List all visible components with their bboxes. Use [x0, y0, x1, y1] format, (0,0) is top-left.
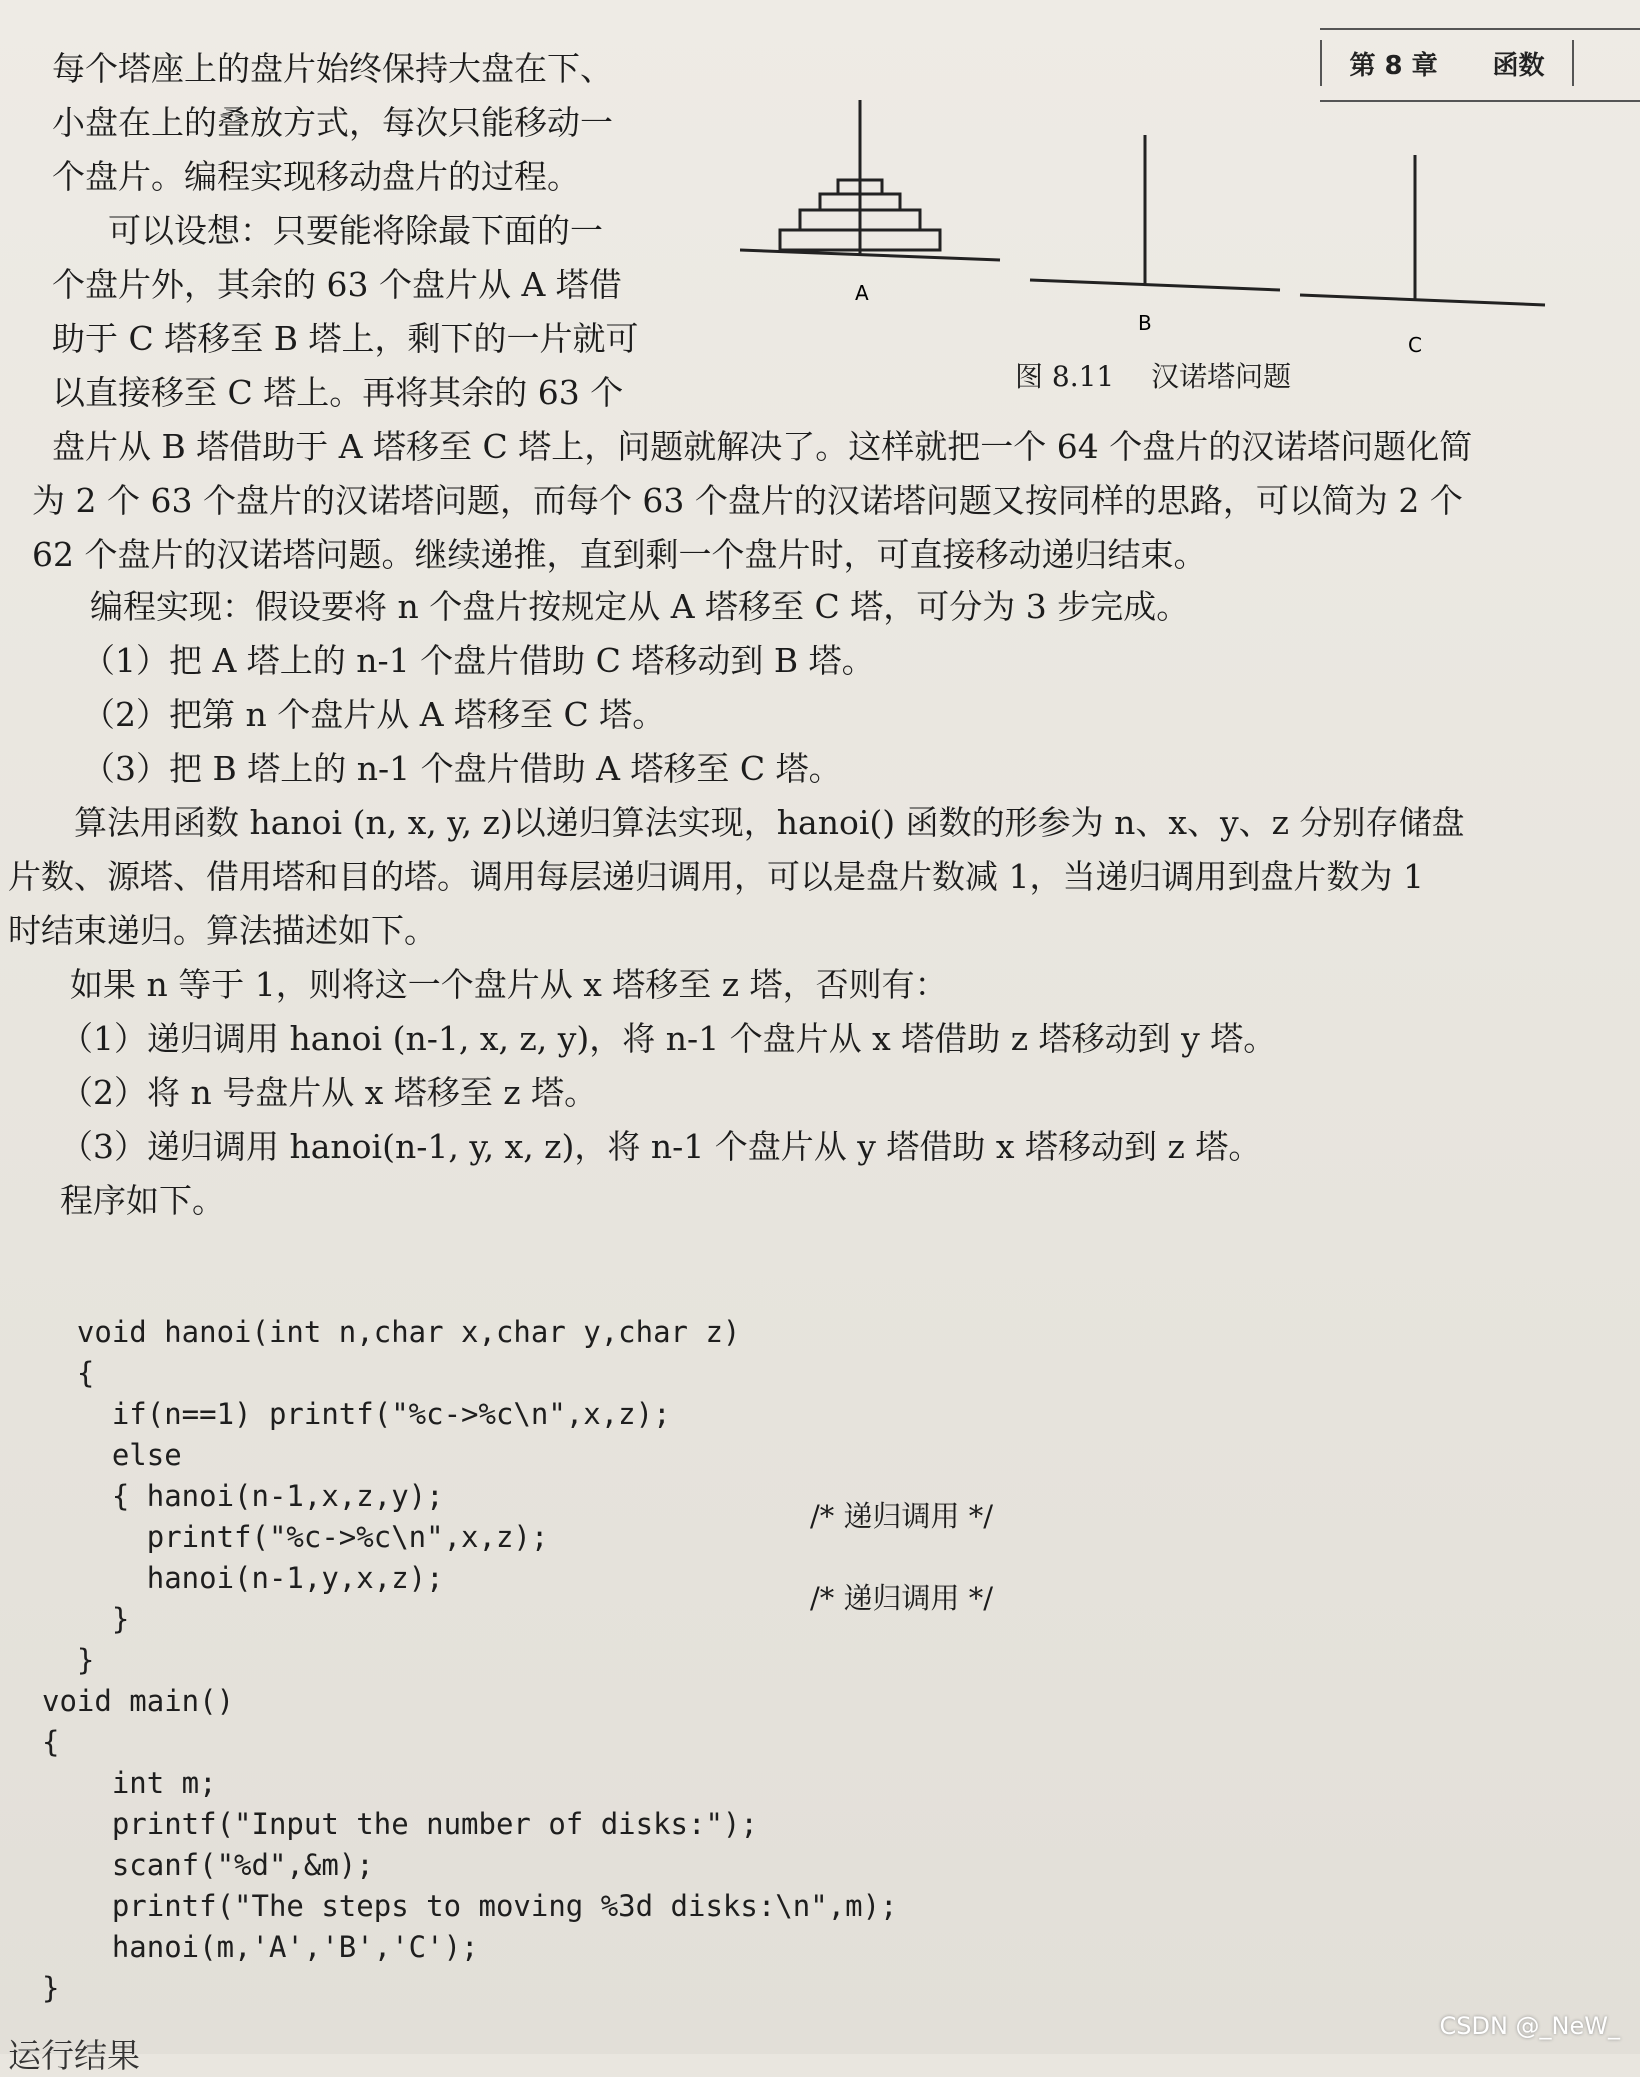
- code-line: printf("The steps to moving %3d disks:\n",m);: [42, 1889, 898, 1923]
- code-line: if(n==1) printf("%c->%c\n",x,z);: [42, 1397, 671, 1431]
- tower-label: C: [1408, 333, 1422, 357]
- figure-title: 汉诺塔问题: [1151, 360, 1292, 393]
- figure-caption: [1015, 355, 1319, 395]
- code-line: void main(): [42, 1684, 235, 1718]
- text-line: 每个塔座上的盘片始终保持大盘在下、: [52, 49, 613, 88]
- text-line: 如果 n 等于 1，则将这一个盘片从 x 塔移至 z 塔，否则有：: [70, 965, 948, 1004]
- text-line: 个盘片。编程实现移动盘片的过程。: [52, 157, 580, 196]
- code-line: }: [42, 1971, 60, 2005]
- code-line: else: [42, 1438, 182, 1472]
- text-line: 片数、源塔、借用塔和目的塔。调用每层递归调用，可以是盘片数减 1，当递归调用到盘片数为 1: [8, 857, 1424, 896]
- code-line: scanf("%d",&m);: [42, 1848, 374, 1882]
- step-line: （3）递归调用 hanoi(n-1, y, x, z)，将 n-1 个盘片从 y 塔借助 x 塔移动到 z 塔。: [60, 1127, 1262, 1166]
- code-line: hanoi(m,'A','B','C');: [42, 1930, 479, 1964]
- code-line: }: [42, 1643, 95, 1677]
- tower-label: A: [855, 281, 869, 305]
- code-line: printf("%c->%c\n",x,z);: [42, 1520, 549, 1554]
- code-line: { hanoi(n-1,x,z,y);: [42, 1479, 444, 1513]
- section-heading-cut: 运行结果: [8, 2036, 140, 2075]
- code-line: void hanoi(int n,char x,char y,char z): [42, 1315, 741, 1349]
- tower-c-base: [1300, 295, 1545, 305]
- code-line: }: [42, 1602, 130, 1636]
- text-line: 时结束递归。算法描述如下。: [8, 911, 437, 950]
- chapter-number: 第 8 章: [1349, 50, 1438, 81]
- tower-label: B: [1138, 311, 1152, 335]
- code-line: int m;: [42, 1766, 217, 1800]
- text-line: 为 2 个 63 个盘片的汉诺塔问题，而每个 63 个盘片的汉诺塔问题又按同样的思路，可以简为 2 个: [32, 481, 1463, 520]
- implementation-paragraph: [8, 580, 1465, 1228]
- code-comment: /* 递归调用 */: [810, 1499, 993, 1533]
- text-line: 助于 C 塔移至 B 塔上，剩下的一片就可: [52, 319, 639, 358]
- step-line: （2）把第 n 个盘片从 A 塔移至 C 塔。: [82, 695, 666, 734]
- text-line: 盘片从 B 塔借助于 A 塔移至 C 塔上，问题就解决了。这样就把一个 64 个盘片的汉诺塔问题化简: [52, 427, 1473, 466]
- text-line: 可以设想：只要能将除最下面的一: [108, 211, 603, 250]
- text-line: 个盘片外，其余的 63 个盘片从 A 塔借: [52, 265, 622, 304]
- text-line: 算法用函数 hanoi (n, x, y, z)以递归算法实现，hanoi() 函数的形参为 n、x、y、z 分别存储盘: [74, 803, 1465, 842]
- tower-b-base: [1030, 280, 1280, 290]
- watermark: CSDN @_NeW_: [1439, 2012, 1620, 2040]
- code-line: printf("Input the number of disks:");: [42, 1807, 758, 1841]
- code-line: {: [42, 1356, 95, 1390]
- step-line: （1）递归调用 hanoi (n-1, x, z, y)，将 n-1 个盘片从 x 塔借助 z 塔移动到 y 塔。: [60, 1019, 1277, 1058]
- text-line: 程序如下。: [60, 1181, 225, 1220]
- figure-number: 图 8.11: [1015, 360, 1115, 393]
- text-line: 以直接移至 C 塔上。再将其余的 63 个: [52, 373, 624, 412]
- text-line: 小盘在上的叠放方式，每次只能移动一: [52, 103, 613, 142]
- text-line: 编程实现：假设要将 n 个盘片按规定从 A 塔移至 C 塔，可分为 3 步完成。: [90, 587, 1190, 626]
- step-line: （1）把 A 塔上的 n-1 个盘片借助 C 塔移动到 B 塔。: [82, 641, 875, 680]
- step-line: （2）将 n 号盘片从 x 塔移至 z 塔。: [60, 1073, 598, 1112]
- code-line: hanoi(n-1,y,x,z);: [42, 1561, 444, 1595]
- code-line: {: [42, 1725, 60, 1759]
- code-block: [42, 1312, 898, 2009]
- text-line: 62 个盘片的汉诺塔问题。继续递推，直到剩一个盘片时，可直接移动递归结束。: [32, 535, 1207, 574]
- step-line: （3）把 B 塔上的 n-1 个盘片借助 A 塔移至 C 塔。: [82, 749, 842, 788]
- code-comment: /* 递归调用 */: [810, 1581, 993, 1615]
- chapter-title: 函数: [1492, 50, 1545, 81]
